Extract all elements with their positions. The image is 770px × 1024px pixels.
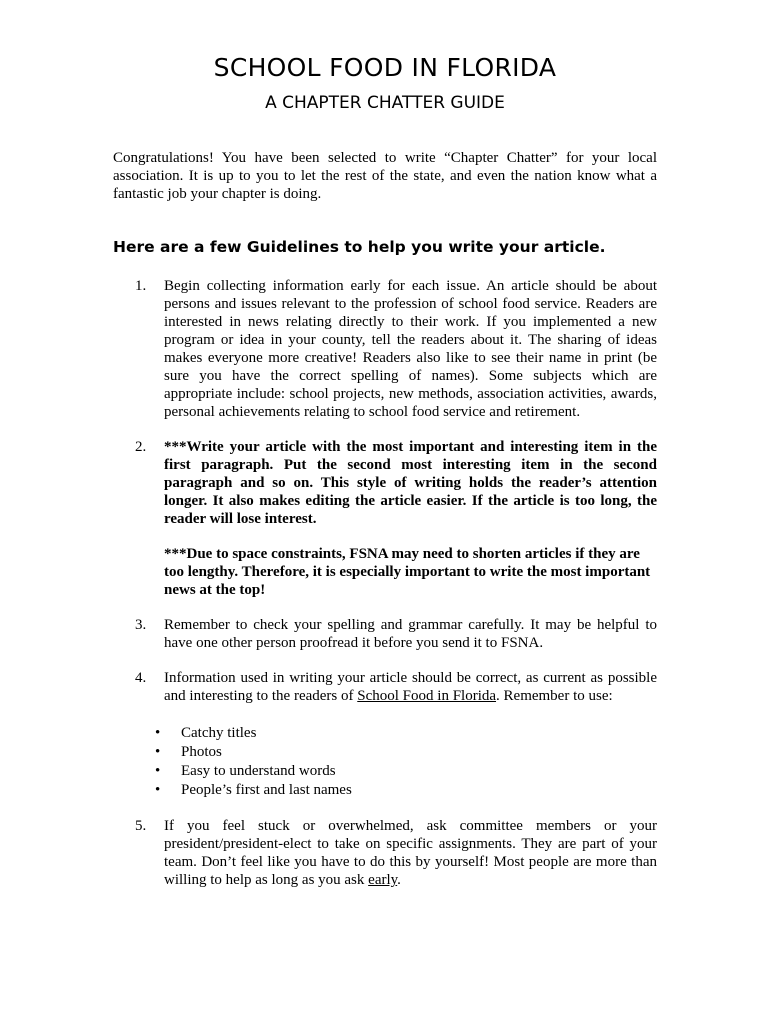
document-subtitle: A CHAPTER CHATTER GUIDE [265,93,505,113]
document-title: SCHOOL FOOD IN FLORIDA [213,53,557,82]
item-text [164,817,657,889]
item-text-before: Information used in writing your article should be correct, as current as possible and interesting to the readers of [164,670,657,704]
item-text: Remember to check your spelling and grammar carefully. It may be helpful to have one other person proofread it before you send it to FSNA. [164,617,657,651]
intro-paragraph: Congratulations! You have been selected to write “Chapter Chatter” for your local association. It is up to you to let the rest of the state, and even the nation know what a fantastic job your chapter is doing. [113,150,657,202]
guidelines-heading: Here are a few Guidelines to help you write your article. [113,238,606,256]
list-item [155,724,555,743]
list-item-text: People’s first and last names [181,782,352,798]
list-item [155,762,555,781]
item-text: Begin collecting information early for each issue. An article should be about persons and issues relevant to the profession of school food service. Readers are interested in news relating directly to their work. If you implemented a new program or idea in your county, tell the readers about it. The sharing of ideas makes everyone more creative! Readers also like to see their name in print (be sure you have the correct spelling of names). Some subjects which are appropriate include: school projects, new methods, association activities, awards, personal achievements relating to school food service and retirement. [164,278,657,420]
emphasized-word: early [368,872,398,888]
item-text [164,669,657,705]
list-item-text: Easy to understand words [181,763,336,779]
bullet-icon: • [155,725,161,741]
list-item-text: Photos [181,744,222,760]
item-number: 3. [135,617,147,633]
item-number: 1. [135,278,147,294]
item-number: 5. [135,818,147,834]
item-text-after: . Remember to use: [496,688,613,704]
list-item [155,781,555,800]
space-constraints-note: ***Due to space constraints, FSNA may need to shorten articles if they are too lengthy. Therefore, it is especially important to write the most important news at the top! [164,546,651,598]
item-text-after: . [397,872,401,888]
item-number: 4. [135,670,147,686]
bullet-icon: • [155,763,161,779]
publication-title: School Food in Florida [357,688,497,704]
tips-list [155,724,555,800]
list-item [155,743,555,762]
item-text: ***Write your article with the most important and interesting item in the first paragraph. Put the second most interesting item in the second paragraph and so on. This style of writing holds the reader’s attention longer. It also makes editing the article easier. If the article is too long, the reader will lose interest. [164,439,657,527]
list-item-text: Catchy titles [181,725,257,741]
bullet-icon: • [155,782,161,798]
item-number: 2. [135,439,147,455]
bullet-icon: • [155,744,161,760]
item-text-before: If you feel stuck or overwhelmed, ask committee members or your president/president-elect to take on specific assignments. They are part of your team. Don’t feel like you have to do this by yourself! Most people are more than willing to help as long as you ask [164,818,657,888]
